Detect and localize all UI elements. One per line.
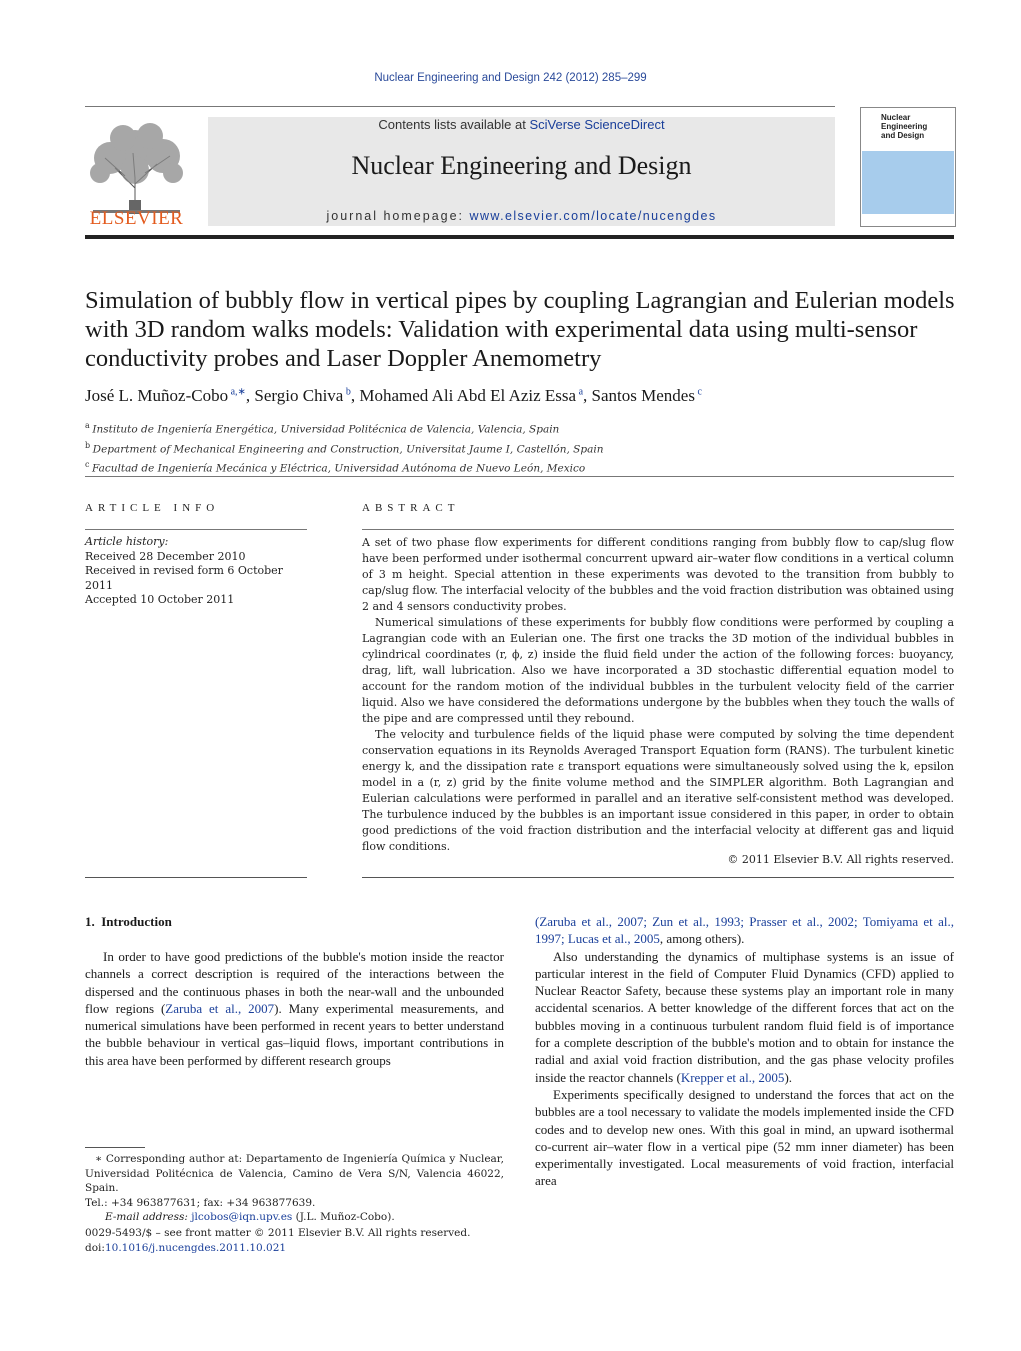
journal-citation[interactable]: Nuclear Engineering and Design 242 (2012) 285–299 [374,72,647,84]
affiliation [85,418,965,438]
affiliation-text: Department of Mechanical Engineering and Construction, Universitat Jaume I, Castellón, Spain [92,443,604,455]
article-title: Simulation of bubbly flow in vertical pipes by coupling Lagrangian and Eulerian models with 3D random walks models: Validation with experimental data using multi-sensor conductivity probes and Laser Doppler Anemometry [85,287,955,372]
copyright-notice: © 2011 Elsevier B.V. All rights reserved. [727,853,954,866]
abstract-paragraph: The velocity and turbulence fields of the liquid phase were computed by solving the time dependent conservation equations in its Reynolds Averaged Transport Equation form (RANS). The turbulent kinetic energy k, and the dissipation rate ε transport equations were simultaneously solved using the k, epsilon model in a (r, z) grid by the finite volume method and the SIMPLER algorithm. Both Lagrangian and Eulerian calculations were performed in parallel and an iterative self-consistent method was developed. The turbulence induced by the bubbles is an important issue considered in this paper, in order to obtain good predictions of the void fraction distribution and the interfacial velocity at different gas and liquid flow conditions. [362,728,954,853]
header-thick-rule [85,235,954,239]
reference-link[interactable]: (Zaruba et al., 2007; Zun et al., 1993; Prasser et al., 2002; Tomiyama et al., 1997; Lucas et al., 2005 [535,914,954,947]
body-paragraph [85,948,504,1069]
section-title: Introduction [101,914,172,929]
homepage-link[interactable]: www.elsevier.com/locate/nucengdes [469,209,717,223]
affiliation-text: Instituto de Ingeniería Energética, Universidad Politécnica de Valencia, Valencia, Spain [92,423,560,436]
elsevier-wordmark: ELSEVIER [89,208,184,229]
article-info-rule [85,529,307,530]
abstract-rule [362,529,954,530]
abstract-paragraph: Numerical simulations of these experiments for bubbly flow conditions were performed by coupling a Lagrangian code with an Eulerian one. The first one tracks the 3D motion of the individual bubbles in cylindrical coordinates (r, ϕ, z) inside the fluid field under the action of the following forces: buoyancy, drag, lift, wall lubrication. Also we have incorporated a 3D stochastic differential equation model to account for the random motion of the individual bubbles in the turbulent velocity field of the carrier liquid. Also we have considered the deformations undergone by the bubbles when they touch the walls of the pipe and are compressed until they rebound. [362,616,954,725]
text-run: ). [784,1069,793,1085]
contents-line [208,117,835,132]
affiliation-list [85,418,965,477]
homepage-prefix: journal homepage: [326,209,470,223]
body-paragraph: Experiments specifically designed to understand the forces that act on the bubbles are a tool necessary to validate the models implemented inside the CFD codes and to develop new ones. With this goal in mind, an upward isothermal co-current air–water flow in a vertical pipe (52 mm inner diameter) has been experimentally investigated. Local measurements of void fraction, interfacial area [535,1086,954,1189]
section-rule [85,476,954,477]
affiliation-text: Facultad de Ingeniería Mecánica y Eléctrica, Universidad Autónoma de Nuevo León, Mexico [92,462,586,475]
sciencedirect-link[interactable]: SciVerse ScienceDirect [529,117,665,132]
issn-line: 0029-5493/$ – see front matter © 2011 Elsevier B.V. All rights reserved. [85,1227,471,1239]
corresponding-author-note: ∗ Corresponding author at: Departamento de Ingeniería Química y Nuclear, Universidad Politécnica de Valencia, Camino de Vera S/N, Valencia 46022, Spain. [85,1153,504,1194]
doi-link[interactable]: 10.1016/j.nucengdes.2011.10.021 [104,1242,287,1254]
author-affiliation-marker[interactable]: c [694,386,702,398]
cover-title: Nuclear Engineering and Design [881,113,928,140]
section-number: 1. [85,914,95,929]
received-date: Received 28 December 2010 [85,549,246,563]
contents-prefix: Contents lists available at [378,117,530,132]
doi-line [85,1241,504,1256]
body-paragraph [535,913,954,948]
article-history [85,535,307,608]
author-separator: , [245,386,255,405]
front-matter [85,1226,504,1256]
text-run: Also understanding the dynamics of multiphase systems is an issue of particular interest in the field of Computer Fluid Dynamics (CFD) applied to Nuclear Reactor Safety, because these systems play an important role in many accidental scenarios. A better knowledge of the different forces that act on the bubbles moving in a continuous turbulent random fluid field is of importance for a complete description of the bubble's motion and to obtain for instance the radial and axial void fraction distribution, and the gas phase velocity profiles inside the reactor channels ( [535,948,954,1085]
right-divider [362,877,954,878]
journal-homepage [208,209,835,223]
body-column-right [535,913,954,1190]
author-separator: , [583,386,592,405]
author-name[interactable]: Santos Mendes [591,386,695,405]
contact-phone: Tel.: +34 963877631; fax: +34 963877639. [85,1196,316,1209]
author-affiliation-marker[interactable]: a [576,386,584,398]
body-paragraph [535,948,954,1086]
author-name[interactable]: Mohamed Ali Abd El Aziz Essa [359,386,577,405]
author-separator: , [350,386,360,405]
footnote-rule [85,1147,145,1148]
article-info-heading: ARTICLE INFO [85,502,220,514]
text-run: , among others). [659,931,745,947]
author-affiliation-marker[interactable]: b [343,386,351,398]
affiliation [85,457,965,477]
affiliation [85,438,965,458]
author-name[interactable]: Sergio Chiva [254,386,344,405]
section-heading-introduction [85,914,172,930]
text-run: In order to have good predictions of the bubble's motion inside the reactor channels a correct description is required of the interactions between the dispersed and the continuous phases in both the near-wall and the unbounded flow regions ( [85,949,504,1016]
footnote [85,1152,504,1225]
header-rule [85,106,835,107]
elsevier-logo [85,118,188,230]
left-divider [85,877,307,878]
abstract-heading: ABSTRACT [362,502,460,514]
email-label: E-mail address: [105,1211,188,1223]
author-name[interactable]: José L. Muñoz-Cobo [85,386,229,405]
email-link[interactable]: jlcobos@iqn.upv.es [191,1211,293,1223]
accepted-date: Accepted 10 October 2011 [85,593,235,606]
abstract-paragraph: A set of two phase flow experiments for different conditions ranging from bubbly flow to cap/slug flow have been performed under isothermal concurrent upward air–water flow conditions in a vertical column of 3 m height. Special attention in these experiments was devoted to the transition from bubbly to cap/slug flow. The interfacial velocity of the bubbles and the void fraction distribution was obtained using 2 and 4 sensors conductivity probes. [362,536,954,613]
doi-prefix: doi: [85,1242,105,1254]
reference-link[interactable]: Krepper et al., 2005 [680,1069,785,1085]
affiliation-marker: a [85,421,93,430]
author-affiliation-marker[interactable]: a,∗ [228,386,246,398]
abstract-body [362,535,954,855]
email-owner: (J.L. Muñoz-Cobo). [295,1211,395,1223]
text-run: ). Many experimental measurements, and numerical simulations have been performed in recent years to better understand the bubble behaviour in vertical gas–liquid flows, important contributions in this area have been performed by different research groups [85,1000,504,1068]
reference-link[interactable]: Zaruba et al., 2007 [165,1000,275,1016]
journal-cover-thumbnail[interactable] [860,107,956,227]
affiliation-marker: b [85,440,93,450]
revised-date: Received in revised form 6 October 2011 [85,564,283,592]
history-label: Article history: [85,535,169,548]
author-list [85,386,965,406]
contact-email [85,1210,504,1225]
journal-name: Nuclear Engineering and Design [351,151,692,180]
affiliation-marker: c [85,460,93,469]
body-column-left [85,948,504,1069]
cover-image [862,151,954,214]
